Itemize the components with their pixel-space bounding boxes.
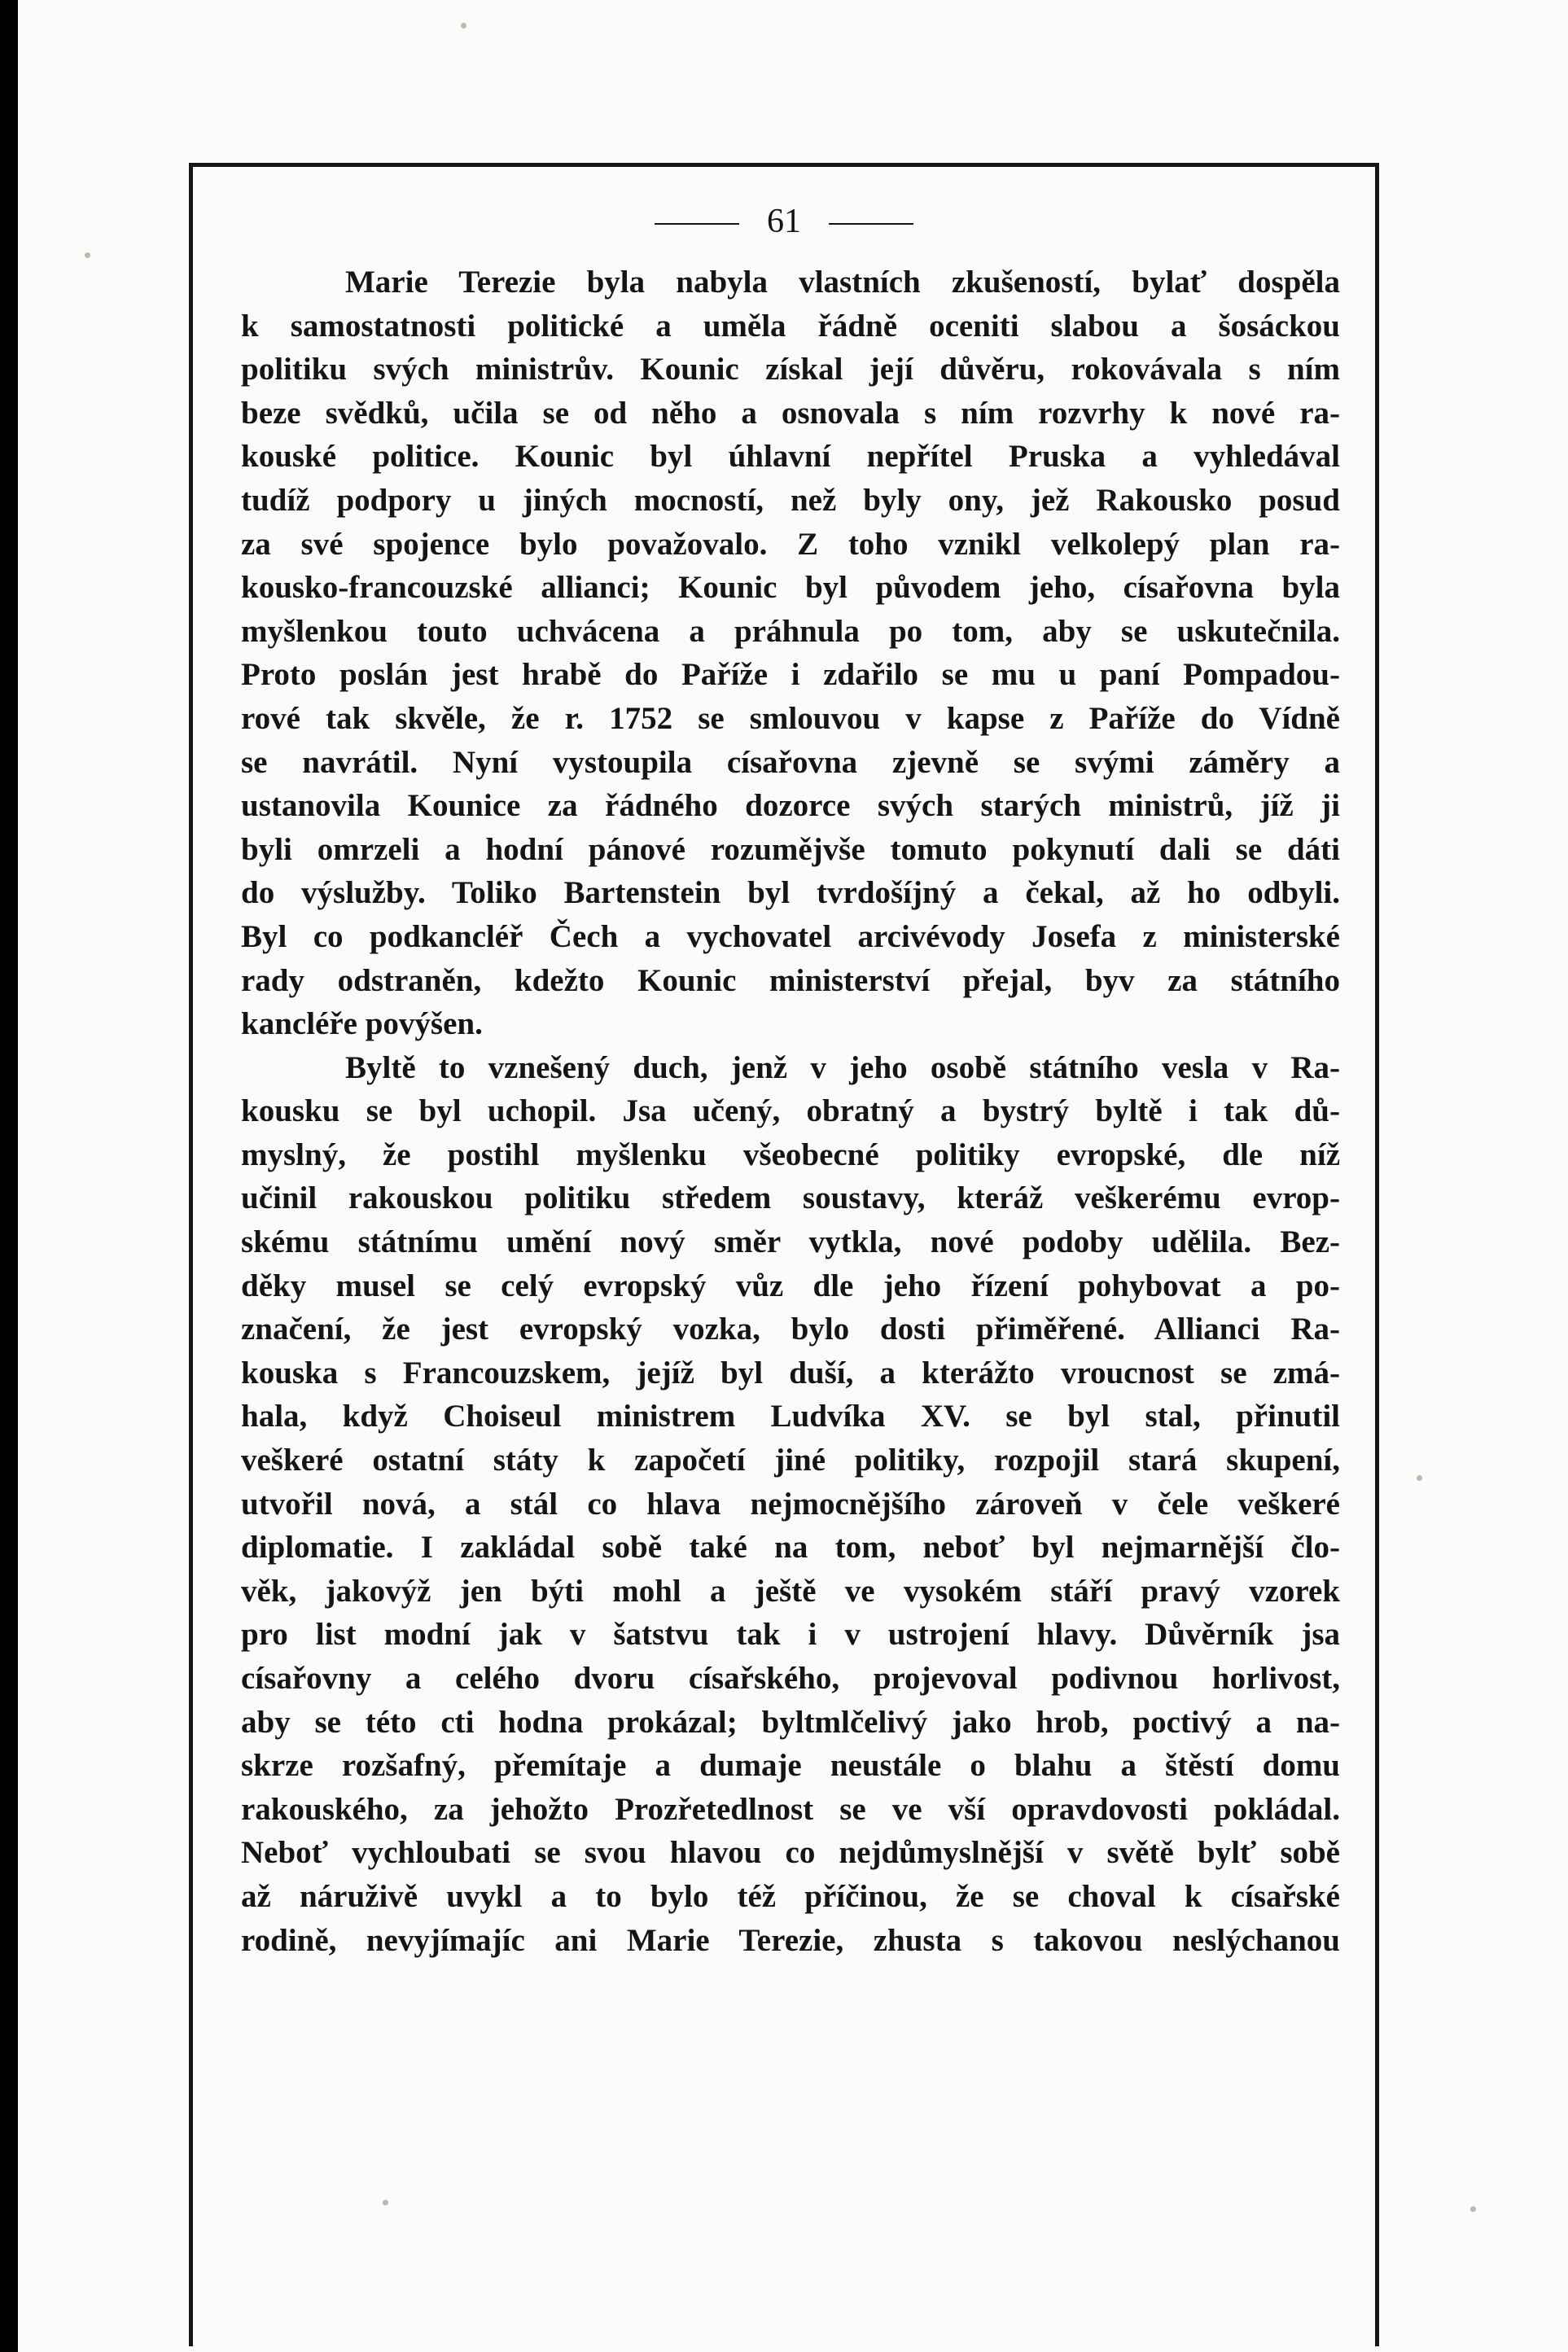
text-line: beze svědků, učila se od něho a osnovala s ním rozvrhy k nové ra- bbox=[241, 395, 1340, 431]
text-line: věk, jakovýž jen býti mohl a ještě ve vysokém stáří pravý vzorek bbox=[241, 1573, 1340, 1609]
paper-speck bbox=[1470, 2206, 1476, 2212]
text-line: Proto poslán jest hrabě do Paříže i zdařilo se mu u paní Pompadou- bbox=[241, 657, 1340, 693]
text-line: Byl co podkancléř Čech a vychovatel arcivévody Josefa z ministerské bbox=[241, 918, 1340, 954]
body-text bbox=[241, 261, 1340, 1962]
text-line: tudíž podpory u jiných mocností, než byly ony, jež Rakousko posud bbox=[241, 482, 1340, 518]
text-line: Neboť vychloubati se svou hlavou co nejdůmyslnější v světě bylť sobě bbox=[241, 1835, 1340, 1871]
text-line: až náruživě uvykl a to bylo též příčinou, že se choval k císařské bbox=[241, 1878, 1340, 1914]
header-rule-right bbox=[829, 223, 913, 225]
text-line: se navrátil. Nyní vystoupila císařovna zjevně se svými záměry a bbox=[241, 744, 1340, 780]
text-line: kouska s Francouzskem, jejíž byl duší, a kterážto vroucnost se zmá- bbox=[241, 1355, 1340, 1391]
paper-speck bbox=[461, 23, 466, 28]
text-line: skrze rozšafný, přemítaje a dumaje neustále o blahu a štěstí domu bbox=[241, 1748, 1340, 1784]
text-line: skému státnímu umění nový směr vytkla, nové podoby udělila. Bez- bbox=[241, 1224, 1340, 1260]
text-line: myslný, že postihl myšlenku všeobecné politiky evropské, dle níž bbox=[241, 1137, 1340, 1172]
text-line: byli omrzeli a hodní pánové rozumějvše tomuto pokynutí dali se dáti bbox=[241, 831, 1340, 867]
text-line: ustanovila Kounice za řádného dozorce svých starých ministrů, jíž ji bbox=[241, 788, 1340, 824]
text-line: děky musel se celý evropský vůz dle jeho řízení pohybovat a po- bbox=[241, 1268, 1340, 1303]
page-number: 61 bbox=[767, 203, 801, 240]
text-line: hala, když Choiseul ministrem Ludvíka XV. se byl stal, přinutil bbox=[241, 1399, 1340, 1434]
paper-speck bbox=[383, 2200, 388, 2205]
text-line: rakouského, za jehožto Prozřetedlnost se ve vší opravdovosti pokládal. bbox=[241, 1791, 1340, 1827]
paragraph bbox=[241, 261, 1340, 1046]
text-line: rové tak skvěle, že r. 1752 se smlouvou v kapse z Paříže do Vídně bbox=[241, 700, 1340, 736]
text-line: utvořil nová, a stál co hlava nejmocnějšího zároveň v čele veškeré bbox=[241, 1486, 1340, 1522]
text-line: politiku svých ministrův. Kounic získal její důvěru, rokovávala s ním bbox=[241, 352, 1340, 388]
text-line: kouské politice. Kounic byl úhlavní nepřítel Pruska a vyhledával bbox=[241, 439, 1340, 475]
text-line: aby se této cti hodna prokázal; byltmlčelivý jako hrob, poctivý a na- bbox=[241, 1704, 1340, 1740]
text-line: kancléře povýšen. bbox=[241, 1006, 483, 1042]
text-line: Marie Terezie byla nabyla vlastních zkušeností, bylať dospěla bbox=[345, 265, 1340, 300]
text-line: rady odstraněn, kdežto Kounic ministerství přejal, byv za státního bbox=[241, 962, 1340, 998]
text-line: učinil rakouskou politiku středem soustavy, kteráž veškerému evrop- bbox=[241, 1180, 1340, 1216]
text-line: za své spojence bylo považovalo. Z toho vznikl velkolepý plan ra- bbox=[241, 526, 1340, 562]
text-line: Byltě to vznešený duch, jenž v jeho osobě státního vesla v Ra- bbox=[345, 1049, 1340, 1085]
paper-speck bbox=[85, 252, 90, 258]
paper-speck bbox=[1417, 1475, 1422, 1481]
text-line: k samostatnosti politické a uměla řádně oceniti slabou a šosáckou bbox=[241, 308, 1340, 344]
text-line: do výslužby. Toliko Bartenstein byl tvrdošíjný a čekal, až ho odbyli. bbox=[241, 875, 1340, 911]
text-line: veškeré ostatní státy k započetí jiné politiky, rozpojil stará skupení, bbox=[241, 1443, 1340, 1478]
text-line: pro list modní jak v šatstvu tak i v ustrojení hlavy. Důvěrník jsa bbox=[241, 1617, 1340, 1653]
text-line: rodině, nevyjímajíc ani Marie Terezie, zhusta s takovou neslýchanou bbox=[241, 1922, 1340, 1958]
text-line: značení, že jest evropský vozka, bylo dosti přiměřené. Allianci Ra- bbox=[241, 1312, 1340, 1347]
text-line: diplomatie. I zakládal sobě také na tom, neboť byl nejmarnější člo- bbox=[241, 1530, 1340, 1566]
text-line: kousku se byl uchopil. Jsa učený, obratný a bystrý byltě i tak dů- bbox=[241, 1093, 1340, 1129]
text-line: císařovny a celého dvoru císařského, projevoval podivnou horlivost, bbox=[241, 1661, 1340, 1696]
paragraph bbox=[241, 1046, 1340, 1962]
page-number-header bbox=[0, 202, 1568, 241]
header-rule-left bbox=[655, 223, 739, 225]
text-line: kousko-francouzské allianci; Kounic byl původem jeho, císařovna byla bbox=[241, 570, 1340, 606]
text-line: myšlenkou touto uchvácena a práhnula po tom, aby se uskutečnila. bbox=[241, 613, 1340, 649]
